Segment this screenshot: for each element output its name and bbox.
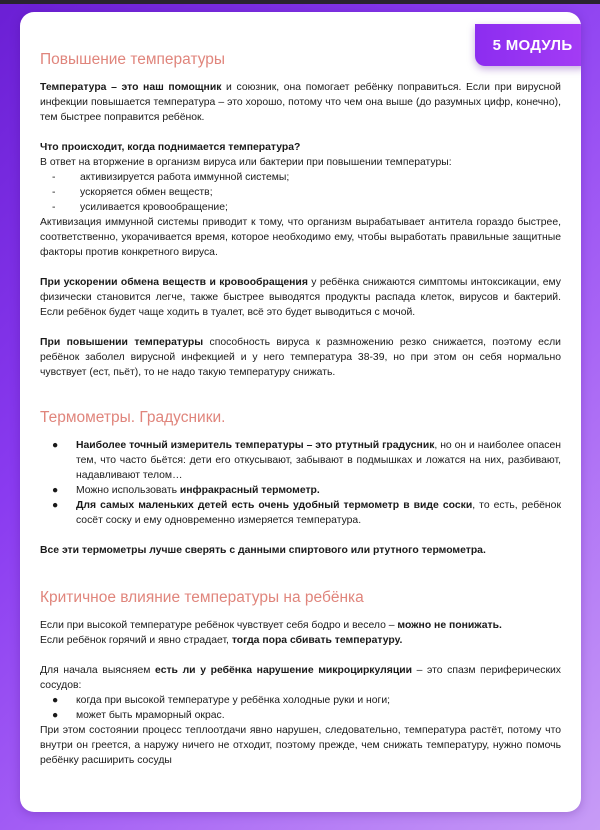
answer-lead: В ответ на вторжение в организм вируса или бактерии при повышении температуры: xyxy=(40,157,452,168)
microcirculation-list xyxy=(40,693,561,723)
bullet-icon: ● xyxy=(52,710,59,721)
list-item: - ускоряется обмен веществ; xyxy=(52,185,561,200)
section-title-thermometers: Термометры. Градусники. xyxy=(40,409,226,426)
section-title-critical-effect: Критичное влияние температуры на ребёнка xyxy=(40,589,364,606)
list-item: - активизируется работа иммунной системы; xyxy=(52,170,561,185)
list-item: ● может быть мраморный окрас. xyxy=(52,710,225,721)
microcirculation-paragraph: Для начала выясняем есть ли у ребёнка нарушение микроциркуляции – это спазм периферических сосудов: xyxy=(40,665,561,691)
list-item: ● Можно использовать инфракрасный термометр. xyxy=(52,485,320,496)
bullet-icon: ● xyxy=(52,695,59,706)
module-badge: 5 МОДУЛЬ xyxy=(475,24,581,66)
immune-paragraph: Активизация иммунной системы приводит к тому, что организм вырабатывает антитела гораздо быстрее, соответственно, укорачивается время, которое необходимо ему, чтобы выработать правильные защитные факторы против конкретного вируса. xyxy=(40,217,561,258)
document-card xyxy=(20,12,581,812)
list-item: ● Для самых маленьких детей есть очень удобный термометр в виде соски, то есть, ребёнок сосёт соску и ему одновременно измеряется температура. xyxy=(52,500,561,526)
closing-paragraph: При этом состоянии процесс теплоотдачи явно нарушен, следовательно, температура растёт, потому что внутри он греется, а наружу ничего не отходит, поэтому прежде, чем снижать температуру, нужно помочь ребёнку расширить сосуды xyxy=(40,725,561,766)
virus-paragraph: При повышении температуры способность вируса к размножению резко снижается, поэтому если ребёнок заболел вирусной инфекцией и у него температура 38-39, но при этом он себя нормально чувствует (ест, пьёт), то не надо такую температуру снижать. xyxy=(40,337,561,378)
cheerful-line: Если при высокой температуре ребёнок чувствует себя бодро и весело – можно не понижать. xyxy=(40,620,502,631)
section-title-temperature-rise: Повышение температуры xyxy=(40,51,226,68)
document-content xyxy=(40,50,561,768)
suffering-line: Если ребёнок горячий и явно страдает, тогда пора сбивать температуру. xyxy=(40,635,403,646)
thermometer-note: Все эти термометры лучше сверять с данными спиртового или ртутного термометра. xyxy=(40,545,486,556)
list-item: - усиливается кровообращение; xyxy=(52,200,561,215)
bullet-icon: ● xyxy=(52,440,59,451)
thermometer-list xyxy=(40,438,561,528)
bullet-icon: ● xyxy=(52,500,59,511)
list-item: ● когда при высокой температуре у ребёнка холодные руки и ноги; xyxy=(52,695,391,706)
intro-paragraph: Температура – это наш помощник и союзник, она помогает ребёнку поправиться. Если при вирусной инфекции повышается температура – это хорошо, потому что чем она выше (до разумных цифр, конечно), тем быстрее поправится ребёнок. xyxy=(40,82,561,123)
list-item: ● Наиболее точный измеритель температуры – это ртутный градусник, но он и наиболее опасен тем, что часто бьётся: дети его откусывают, забывают в подмышках и ложатся на них, разбивают, надавливают телом… xyxy=(52,440,561,481)
metabolism-paragraph: При ускорении обмена веществ и кровообращения у ребёнка снижаются симптомы интоксикации, ему физически становится легче, также быстрее выводятся продукты распада клеток, вирусов и бактерий. Если ребёнок будет чаще ходить в туалет, всё это будет выводиться с мочой. xyxy=(40,277,561,318)
question-heading: Что происходит, когда поднимается температура? xyxy=(40,142,301,153)
window-top-bar xyxy=(0,0,600,4)
effects-list xyxy=(40,170,561,215)
bullet-icon: ● xyxy=(52,485,59,496)
